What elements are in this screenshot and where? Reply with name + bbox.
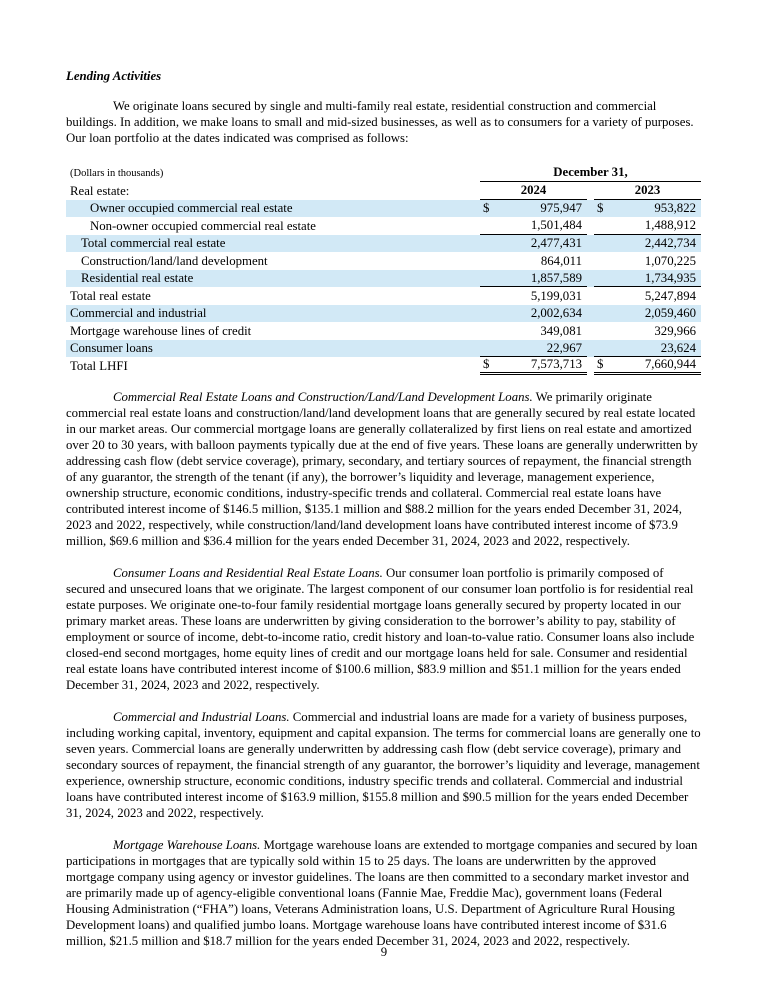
table-row: [66, 287, 701, 305]
consumer-loans-paragraph: [66, 565, 701, 693]
table-header-row-years: [66, 182, 701, 200]
row-label: Mortgage warehouse lines of credit: [70, 323, 252, 338]
row-label: Owner occupied commercial real estate: [90, 201, 293, 216]
currency-symbol: $: [483, 201, 490, 216]
value-2023: 329,966: [654, 323, 696, 338]
value-2023: $ 7,660,944: [594, 357, 701, 375]
row-label: Consumer loans: [70, 341, 153, 356]
paragraph-body: Commercial and industrial loans are made for a variety of business purposes, including working capital, inventory, equipment and capital expansion. The terms for commercial loans are generally one to seven years. Commercial loans are generally underwritten by addressing cash flow (debt service coverage), primary and secondary sources of repayment, the financial strength of any guarantor, the borrower’s liquidity and leverage, management experience, ownership structure, economic conditions, industry specific trends and collateral. Commercial and industrial loans have contributed interest income of $163.9 million, $155.8 million and $90.5 million for the years ended December 31, 2024, 2023 and 2022, respectively.: [66, 709, 701, 820]
table-row: [66, 252, 701, 270]
table-row: [66, 340, 701, 358]
table-row: [66, 305, 701, 323]
year-header-2023: 2023: [594, 182, 701, 200]
value-2024: 1,501,484: [480, 217, 587, 235]
row-label: Construction/land/land development: [81, 253, 268, 268]
table-header-row-date: [66, 162, 701, 182]
paragraph-lead: Mortgage Warehouse Loans.: [113, 837, 261, 852]
row-label: Residential real estate: [81, 271, 194, 286]
value-2023: $ 953,822: [594, 200, 701, 218]
value-2024: $ 975,947: [480, 200, 587, 218]
loan-portfolio-table: [66, 162, 701, 375]
value-2024: 1,857,589: [480, 270, 587, 288]
section-heading: Lending Activities: [66, 69, 162, 83]
value-2024: 2,002,634: [530, 306, 582, 321]
currency-symbol: $: [597, 357, 604, 372]
row-label: Total commercial real estate: [81, 236, 226, 251]
commercial-industrial-paragraph: [66, 709, 701, 821]
column-gap: [587, 182, 594, 200]
paragraph-lead: Commercial and Industrial Loans.: [113, 709, 290, 724]
value-2023: 2,059,460: [644, 306, 696, 321]
page-number: 9: [380, 945, 388, 959]
paragraph-body: Mortgage warehouse loans are extended to mortgage companies and secured by loan participations in mortgages that are typically sold within 15 to 25 days. The loans are underwritten by the approved mortgage company using agency or investor guidelines. The loans are then committed to a secondary market investor and are primarily made up of agency-eligible conventional loans (Fannie Mae, Freddie Mac), government loans (Federal Housing Administration (“FHA”) loans, Veterans Administration loans, U.S. Department of Agriculture Rural Housing Development loans) and qualified jumbo loans. Mortgage warehouse loans have contributed interest income of $31.6 million, $21.5 million and $18.7 million for the years ended December 31, 2024, 2023 and 2022, respectively.: [66, 837, 698, 948]
mortgage-warehouse-paragraph: [66, 837, 701, 949]
paragraph-lead: Consumer Loans and Residential Real Estate Loans.: [113, 565, 383, 580]
value-2024: 22,967: [480, 340, 587, 358]
currency-symbol: $: [483, 357, 490, 372]
value-2024: $ 7,573,713: [480, 357, 587, 375]
value-2024: 864,011: [540, 253, 582, 268]
value-2023: 1,070,225: [644, 253, 696, 268]
section-label: Real estate:: [70, 183, 130, 198]
units-label: (Dollars in thousands): [70, 168, 164, 179]
value-2024: 5,199,031: [530, 288, 582, 303]
row-label: Total real estate: [70, 288, 151, 303]
table-row: [66, 217, 701, 235]
value-2023: 5,247,894: [644, 288, 696, 303]
year-header-2024: 2024: [480, 182, 587, 200]
table-row: [66, 322, 701, 340]
table-row-total: [66, 357, 701, 375]
paragraph-lead: Commercial Real Estate Loans and Construction/Land/Land Development Loans.: [113, 389, 533, 404]
value-2023: 1,488,912: [594, 217, 701, 235]
table-row: [66, 200, 701, 218]
intro-text: We originate loans secured by single and multi-family real estate, residential construction and commercial buildings. In addition, we make loans to small and mid-sized businesses, as well as to consumers for a variety of purposes. Our loan portfolio at the dates indicated was comprised as follows:: [66, 99, 694, 145]
value-2024: 349,081: [540, 323, 582, 338]
value-2023: 23,624: [594, 340, 701, 358]
value-2023: 1,734,935: [594, 270, 701, 288]
paragraph-body: We primarily originate commercial real estate loans and construction/land/land development loans that are generally secured by real estate located in our market areas. Our commercial mortgage loans are generally collateralized by first liens on real estate and amortized over 20 to 30 years, with balloon payments typically due at the end of five years. These loans are generally underwritten by addressing cash flow (debt service coverage), primary, secondary, and tertiary sources of repayment, the financial strength of any guarantor, the strength of the tenant (if any), the borrower’s liquidity and leverage, management experience, ownership structure, economic conditions, industry-specific trends and collateral. Commercial real estate loans have contributed interest income of $146.5 million, $135.1 million and $88.2 million for the years ended December 31, 2024, 2023 and 2022, respectively, while construction/land/land development loans have contributed interest income of $73.9 million, $69.6 million and $36.4 million for the years ended December 31, 2024, 2023 and 2022, respectively.: [66, 389, 698, 548]
table-row: [66, 235, 701, 253]
row-label: Non-owner occupied commercial real estate: [90, 218, 316, 233]
date-header: December 31,: [480, 164, 701, 182]
currency-symbol: $: [597, 201, 604, 216]
table-row: [66, 270, 701, 288]
cre-loans-paragraph: [66, 389, 701, 549]
row-label: Commercial and industrial: [70, 306, 207, 321]
value-2024: 2,477,431: [530, 236, 582, 251]
value-2023: 2,442,734: [644, 236, 696, 251]
row-label: Total LHFI: [70, 358, 128, 373]
paragraph-body: Our consumer loan portfolio is primarily composed of secured and unsecured loans that we originate. The largest component of our consumer loan portfolio is for residential real estate purposes. We originate one-to-four family residential mortgage loans generally secured by property located in our primary market areas. These loans are underwritten by giving consideration to the borrower’s ability to pay, stability of employment or source of income, debt-to-income ratio, credit history and loan-to-value ratio. Consumer loans also include closed-end second mortgages, home equity lines of credit and our mortgage loans held for sale. Consumer and residential real estate loans have contributed interest income of $100.6 million, $83.9 million and $51.1 million for the years ended December 31, 2024, 2023 and 2022, respectively.: [66, 565, 695, 692]
intro-paragraph: [66, 98, 701, 146]
